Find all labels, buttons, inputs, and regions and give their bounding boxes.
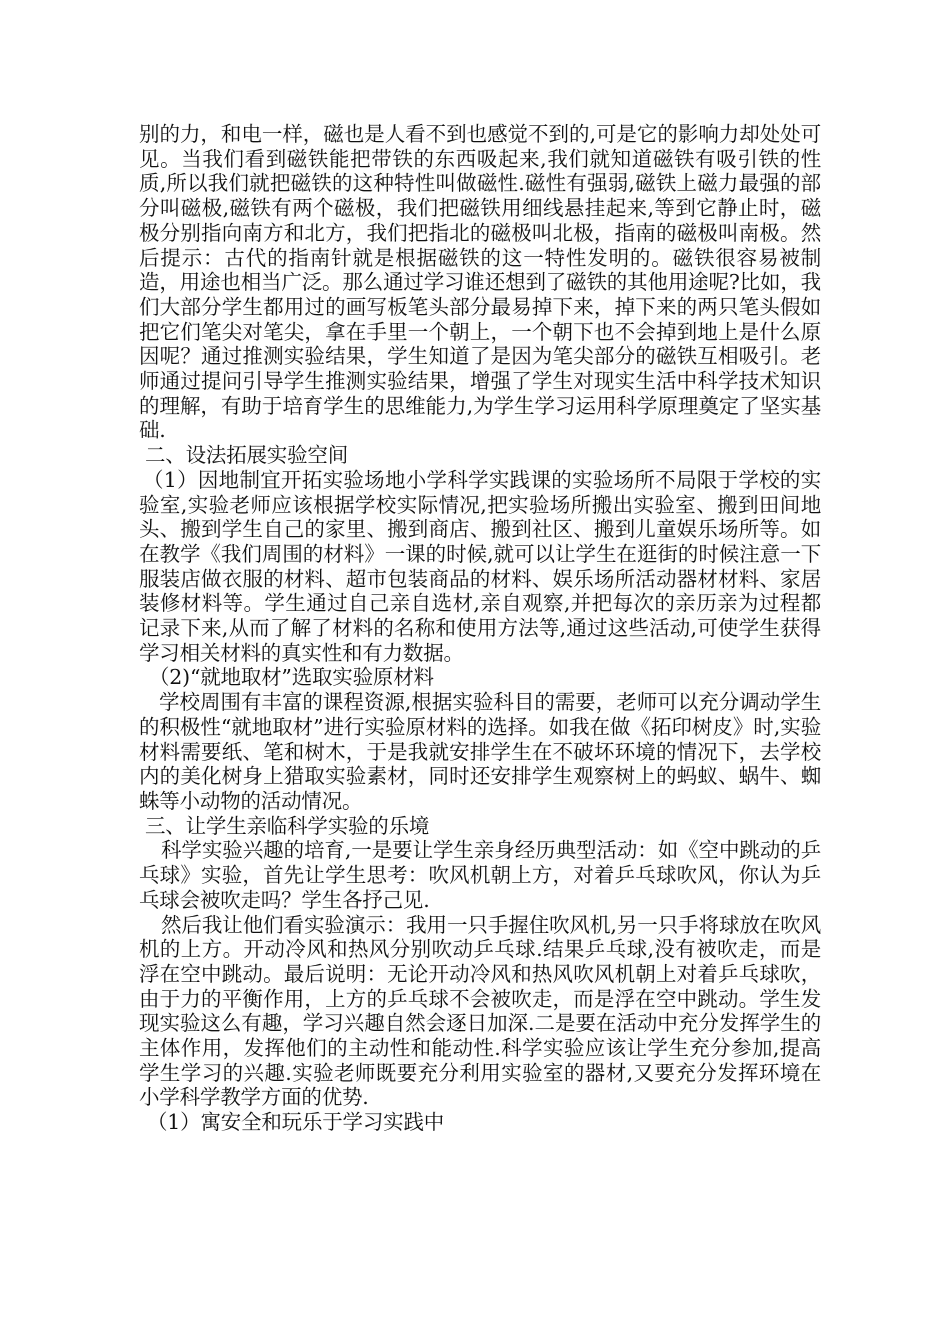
paragraph-magnetism: 别的力，和电一样，磁也是人看不到也感觉不到的,可是它的影响力却处处可见。当我们看到磁铁能把带铁的东西吸起来,我们就知道磁铁有吸引铁的性质,所以我们就把磁铁的这种特性叫做磁性.磁性有强弱,磁铁上磁力最强的部分叫磁极,磁铁有两个磁极，我们把磁铁用细线悬挂起来,等到它静止时，磁极分别指向南方和北方，我们把指北的磁极叫北极，指南的磁极叫南极。然后提示：古代的指南针就是根据磁铁的这一特性发明的。磁铁很容易被制造，用途也相当广泛。那么通过学习谁还想到了磁铁的其他用途呢?比如，我们大部分学生都用过的画写板笔头部分最易掉下来，掉下来的两只笔头假如把它们笔尖对笔尖，拿在手里一个朝上，一个朝下也不会掉到地上是什么原因呢？通过推测实验结果，学生知道了是因为笔尖部分的磁铁互相吸引。老师通过提问引导学生推测实验结果，增强了学生对现实生活中科学技术知识的理解，有助于培育学生的思维能力,为学生学习运用科学原理奠定了坚实基础. xyxy=(139,122,821,443)
subheading-local-materials: （2)“就地取材”选取实验原材料 xyxy=(149,665,434,690)
section-heading-3: 三、让学生亲临科学实验的乐境 xyxy=(145,813,430,838)
subheading-safety-play: （1）寓安全和玩乐于学习实践中 xyxy=(147,1110,445,1135)
section-heading-2: 二、设法拓展实验空间 xyxy=(145,443,348,468)
paragraph-pingpong-demo: 然后我让他们看实验演示：我用一只手握住吹风机,另一只手将球放在吹风机的上方。开动冷风和热风分别吹动乒乓球.结果乒乓球,没有被吹走，而是浮在空中跳动。最后说明：无论开动冷风和热风吹风机朝上对着乒乓球吹，由于力的平衡作用，上方的乒乓球不会被吹走，而是浮在空中跳动。学生发现实验这么有趣，学习兴趣自然会逐日加深.二是要在活动中充分发挥学生的主体作用，发挥他们的主动性和能动性.科学实验应该让学生充分参加,提高学生学习的兴趣.实验老师既要充分利用实验室的器材,又要充分发挥环境在小学科学教学方面的优势. xyxy=(139,912,821,1110)
document-body xyxy=(139,122,821,1135)
paragraph-pingpong-question: 科学实验兴趣的培育,一是要让学生亲身经历典型活动：如《空中跳动的乒乓球》实验，首先让学生思考：吹风机朝上方，对着乒乓球吹风，你认为乒乓球会被吹走吗？学生各抒己见. xyxy=(139,838,821,912)
paragraph-local-materials: 学校周围有丰富的课程资源,根据实验科目的需要，老师可以充分调动学生的积极性“就地取材”进行实验原材料的选择。如我在做《拓印树皮》时,实验材料需要纸、笔和树木，于是我就安排学生在不破坏环境的情况下，去学校内的美化树身上猎取实验素材，同时还安排学生观察树上的蚂蚁、蜗牛、蜘蛛等小动物的活动情况。 xyxy=(139,690,821,813)
paragraph-expand-space: （1）因地制宜开拓实验场地小学科学实践课的实验场所不局限于学校的实验室,实验老师应该根据学校实际情况,把实验场所搬出实验室、搬到田间地头、搬到学生自己的家里、搬到商店、搬到社区、搬到儿童娱乐场所等。如在教学《我们周围的材料》一课的时候,就可以让学生在逛街的时候注意一下服装店做衣服的材料、超市包装商品的材料、娱乐场所活动器材材料、家居装修材料等。学生通过自己亲自选材,亲自观察,并把每次的亲历亲为过程都记录下来,从而了解了材料的名称和使用方法等,通过这些活动,可使学生获得学习相关材料的真实性和有力数据。 xyxy=(139,467,821,665)
